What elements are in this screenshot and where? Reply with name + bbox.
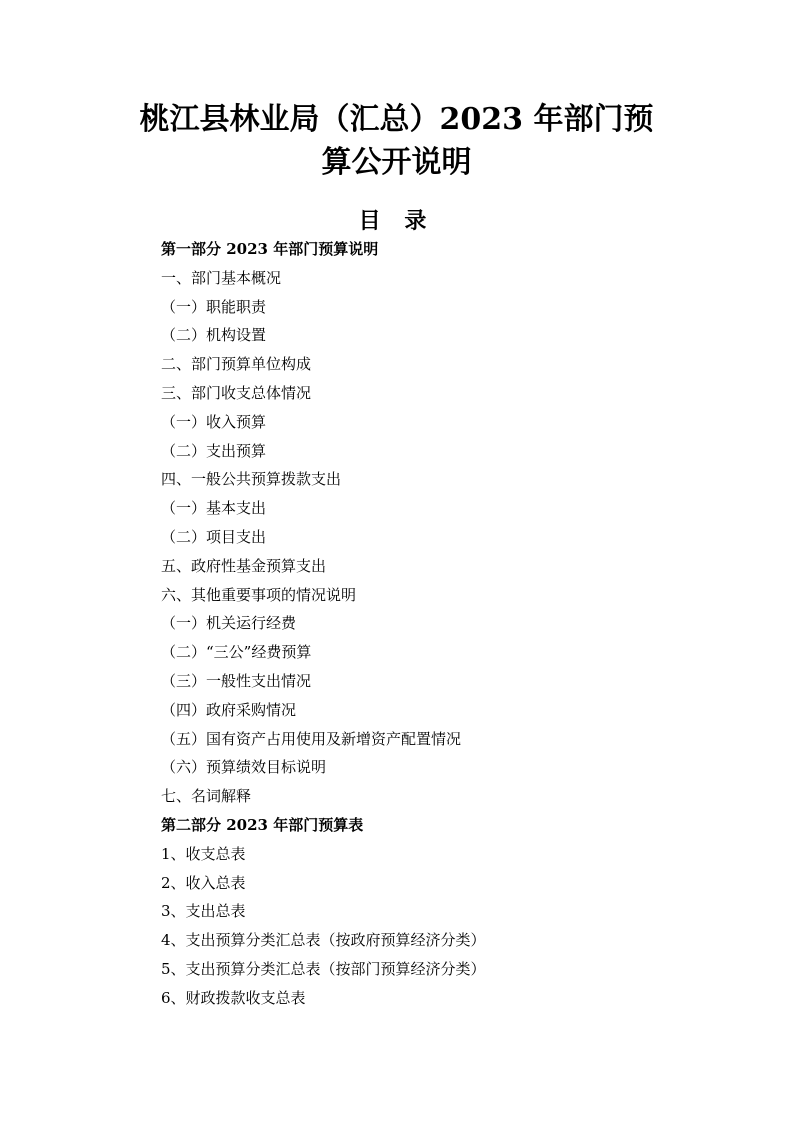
toc-heading: 目 录 [358, 208, 435, 234]
document-title-line-2: 算公开说明 [321, 145, 472, 180]
toc-part-heading: 第二部分 2023 年部门预算表 [161, 815, 364, 834]
toc-entry: 四、一般公共预算拨款支出 [161, 470, 342, 489]
toc-entry: 二、部门预算单位构成 [161, 355, 312, 374]
toc-entry: （三）一般性支出情况 [161, 671, 312, 690]
toc-entry: （五）国有资产占用使用及新增资产配置情况 [161, 729, 462, 748]
toc-entry: 五、政府性基金预算支出 [161, 556, 327, 575]
toc-entry: 2、收入总表 [161, 873, 246, 892]
toc-entry: （二）“三公”经费预算 [161, 643, 312, 662]
toc-entry: （六）预算绩效目标说明 [161, 758, 327, 777]
table-of-contents [161, 235, 721, 1013]
toc-entry: （二）支出预算 [161, 441, 267, 460]
document-title-line-1: 桃江县林业局（汇总）2023 年部门预 [139, 102, 654, 137]
toc-entry: （二）机构设置 [161, 326, 267, 345]
toc-entry: 三、部门收支总体情况 [161, 383, 312, 402]
toc-entry: 1、收支总表 [161, 844, 246, 863]
toc-entry: （一）机关运行经费 [161, 614, 297, 633]
toc-entry: 4、支出预算分类汇总表（按政府预算经济分类） [161, 931, 486, 950]
toc-entry: 一、部门基本概况 [161, 268, 282, 287]
toc-entry: （一）收入预算 [161, 412, 267, 431]
toc-entry: 六、其他重要事项的情况说明 [161, 585, 357, 604]
toc-entry: （一）职能职责 [161, 297, 267, 316]
toc-part-heading: 第一部分 2023 年部门预算说明 [161, 240, 379, 258]
toc-entry: 6、财政拨款收支总表 [161, 988, 306, 1007]
toc-entry: 5、支出预算分类汇总表（按部门预算经济分类） [161, 959, 486, 978]
toc-entry: 3、支出总表 [161, 902, 246, 921]
toc-entry: （二）项目支出 [161, 527, 267, 546]
toc-entry: （四）政府采购情况 [161, 700, 297, 719]
toc-entry: （一）基本支出 [161, 499, 267, 518]
toc-entry: 七、名词解释 [161, 787, 252, 806]
